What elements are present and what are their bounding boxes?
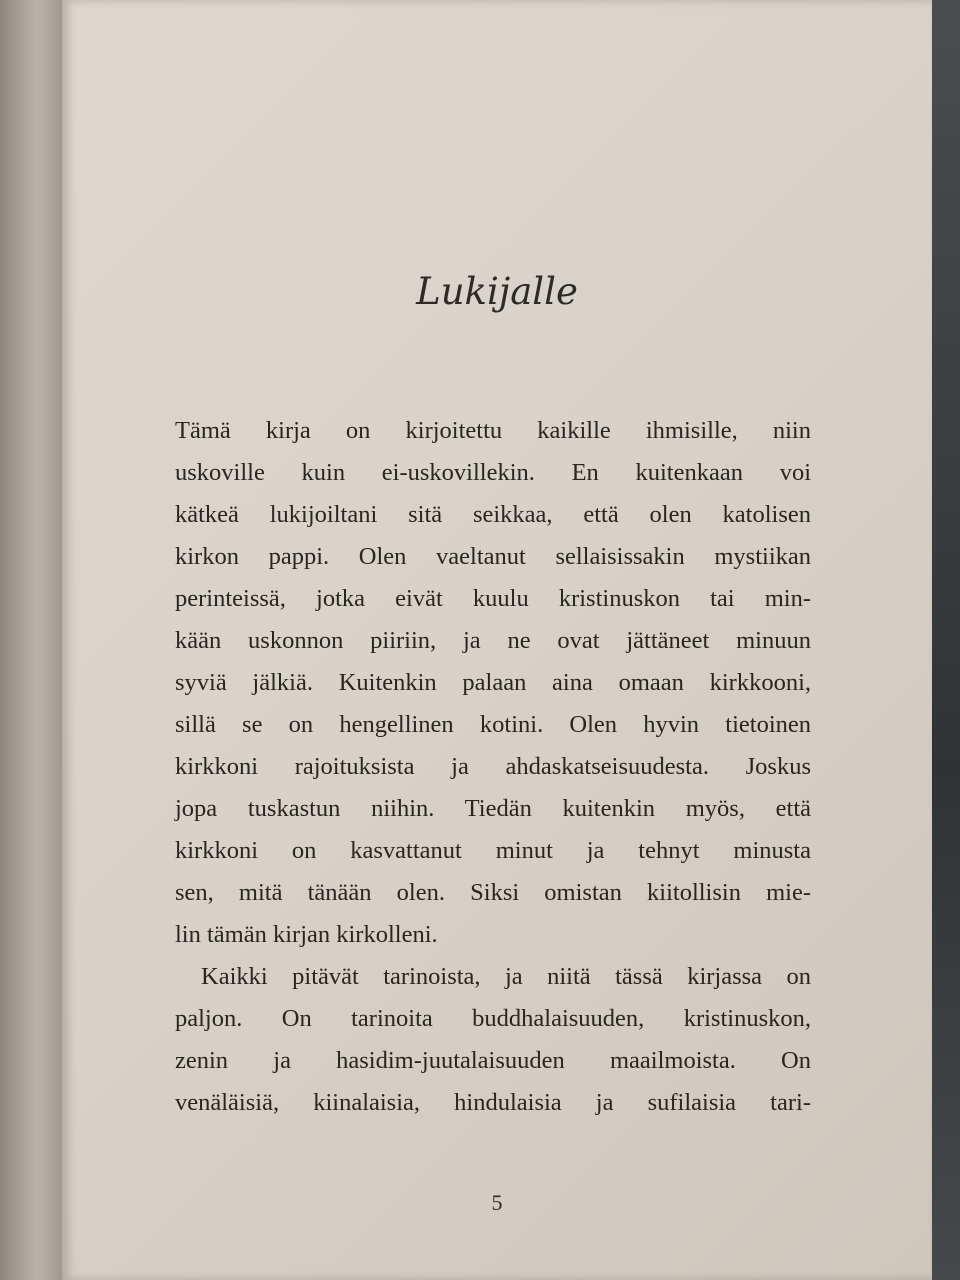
page-number: 5 <box>491 1190 503 1215</box>
paragraph-1 <box>175 410 811 956</box>
text-line: kätkeä lukijoiltani sitä seikkaa, että olen katolisen <box>175 501 811 528</box>
previous-page-edge <box>0 0 62 1280</box>
text-line: kirkon pappi. Olen vaeltanut sellaisissakin mystiikan <box>175 543 811 570</box>
paragraph-2 <box>175 956 811 1124</box>
text-line: paljon. On tarinoita buddhalaisuuden, kristinuskon, <box>175 1005 811 1032</box>
text-line: jopa tuskastun niihin. Tiedän kuitenkin myös, että <box>175 795 811 822</box>
chapter-title: Lukijalle <box>416 270 578 313</box>
text-line: venäläisiä, kiinalaisia, hindulaisia ja sufilaisia tari- <box>175 1089 811 1116</box>
book-page <box>62 0 932 1280</box>
text-line: uskoville kuin ei-uskovillekin. En kuitenkaan voi <box>175 459 811 486</box>
text-line: Tämä kirja on kirjoitettu kaikille ihmisille, niin <box>175 417 811 444</box>
body-text <box>175 410 811 1124</box>
text-line: Kaikki pitävät tarinoista, ja niitä tässä kirjassa on <box>201 963 811 990</box>
text-line: zenin ja hasidim-juutalaisuuden maailmoista. On <box>175 1047 811 1074</box>
text-line: syviä jälkiä. Kuitenkin palaan aina omaan kirkkooni, <box>175 669 811 696</box>
text-line: kirkkoni rajoituksista ja ahdaskatseisuudesta. Joskus <box>175 753 811 780</box>
text-line: kään uskonnon piiriin, ja ne ovat jättäneet minuun <box>175 627 811 654</box>
text-line: sillä se on hengellinen kotini. Olen hyvin tietoinen <box>175 711 811 738</box>
text-line: perinteissä, jotka eivät kuulu kristinuskon tai min- <box>175 585 811 612</box>
text-line: kirkkoni on kasvattanut minut ja tehnyt minusta <box>175 837 811 864</box>
text-line: sen, mitä tänään olen. Siksi omistan kiitollisin mie- <box>175 879 811 906</box>
text-line: lin tämän kirjan kirkolleni. <box>175 921 438 948</box>
